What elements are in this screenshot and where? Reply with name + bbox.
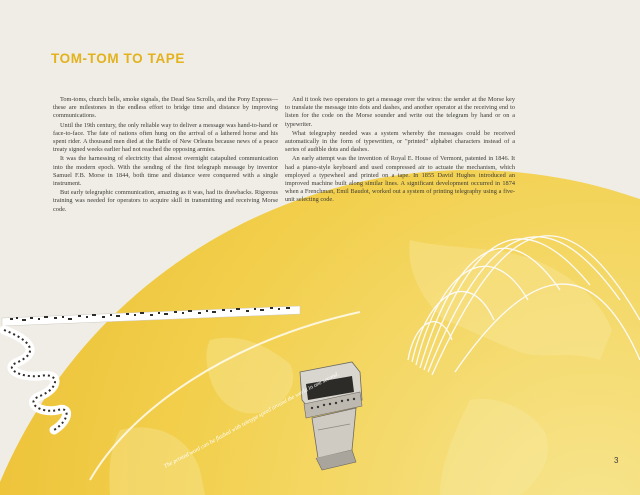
caption: The printed word can be flashed with teletype speed around the world in one second.: [163, 371, 341, 470]
paragraph: What telegraphy needed was a system whereby the messages could be received automatically in the form of typewritten, or "printed" alphabet characters instead of a series of audible dots and dashes.: [285, 129, 515, 154]
paragraph: And it took two operators to get a message over the wires: the sender at the Morse key to translate the message into dots and dashes, and another operator at the receiving end to listen for the code on the Morse sounder and write out the telegram by hand or on a typewriter.: [285, 96, 515, 128]
left-column: [53, 96, 278, 215]
paragraph: Until the 19th century, the only reliable way to deliver a message was hand-to-hand or face-to-face. The fate of nations often hung on the arrival of a lathered horse and his spent rider. A thousand men died at the Battle of New Orleans because news of a peace treaty signed weeks earlier had not reached the opposing armies.: [53, 121, 278, 154]
page-number: 3: [614, 456, 619, 465]
right-column: [285, 96, 515, 206]
paragraph: An early attempt was the invention of Royal E. House of Vermont, patented in 1846. It had a piano-style keyboard and used compressed air to actuate the mechanism, which employed a typewheel and printed on a tape. In 1855 David Hughes introduced an improved machine built along similar lines. A significant development occurred in 1874 when a Frenchman, Emil Baudot, worked out a system of printing telegraphy using a five-unit selecting code.: [285, 155, 515, 204]
page-title: TOM-TOM TO TAPE: [51, 51, 186, 66]
paragraph: Tom-toms, church bells, smoke signals, the Dead Sea Scrolls, and the Pony Express—these are milestones in the endless effort to bridge time and distance by improving communications.: [53, 96, 278, 120]
paragraph: It was the harnessing of electricity that almost overnight catapulted communication into the modern epoch. With the sending of the first telegraph message by inventor Samuel F.B. Morse in 1844, both time and distance were conquered with a single instrument.: [53, 155, 278, 188]
paragraph: But early telegraphic communication, amazing as it was, had its drawbacks. Rigorous training was needed for operators to acquire skill in transmitting and receiving Morse code.: [53, 189, 278, 213]
